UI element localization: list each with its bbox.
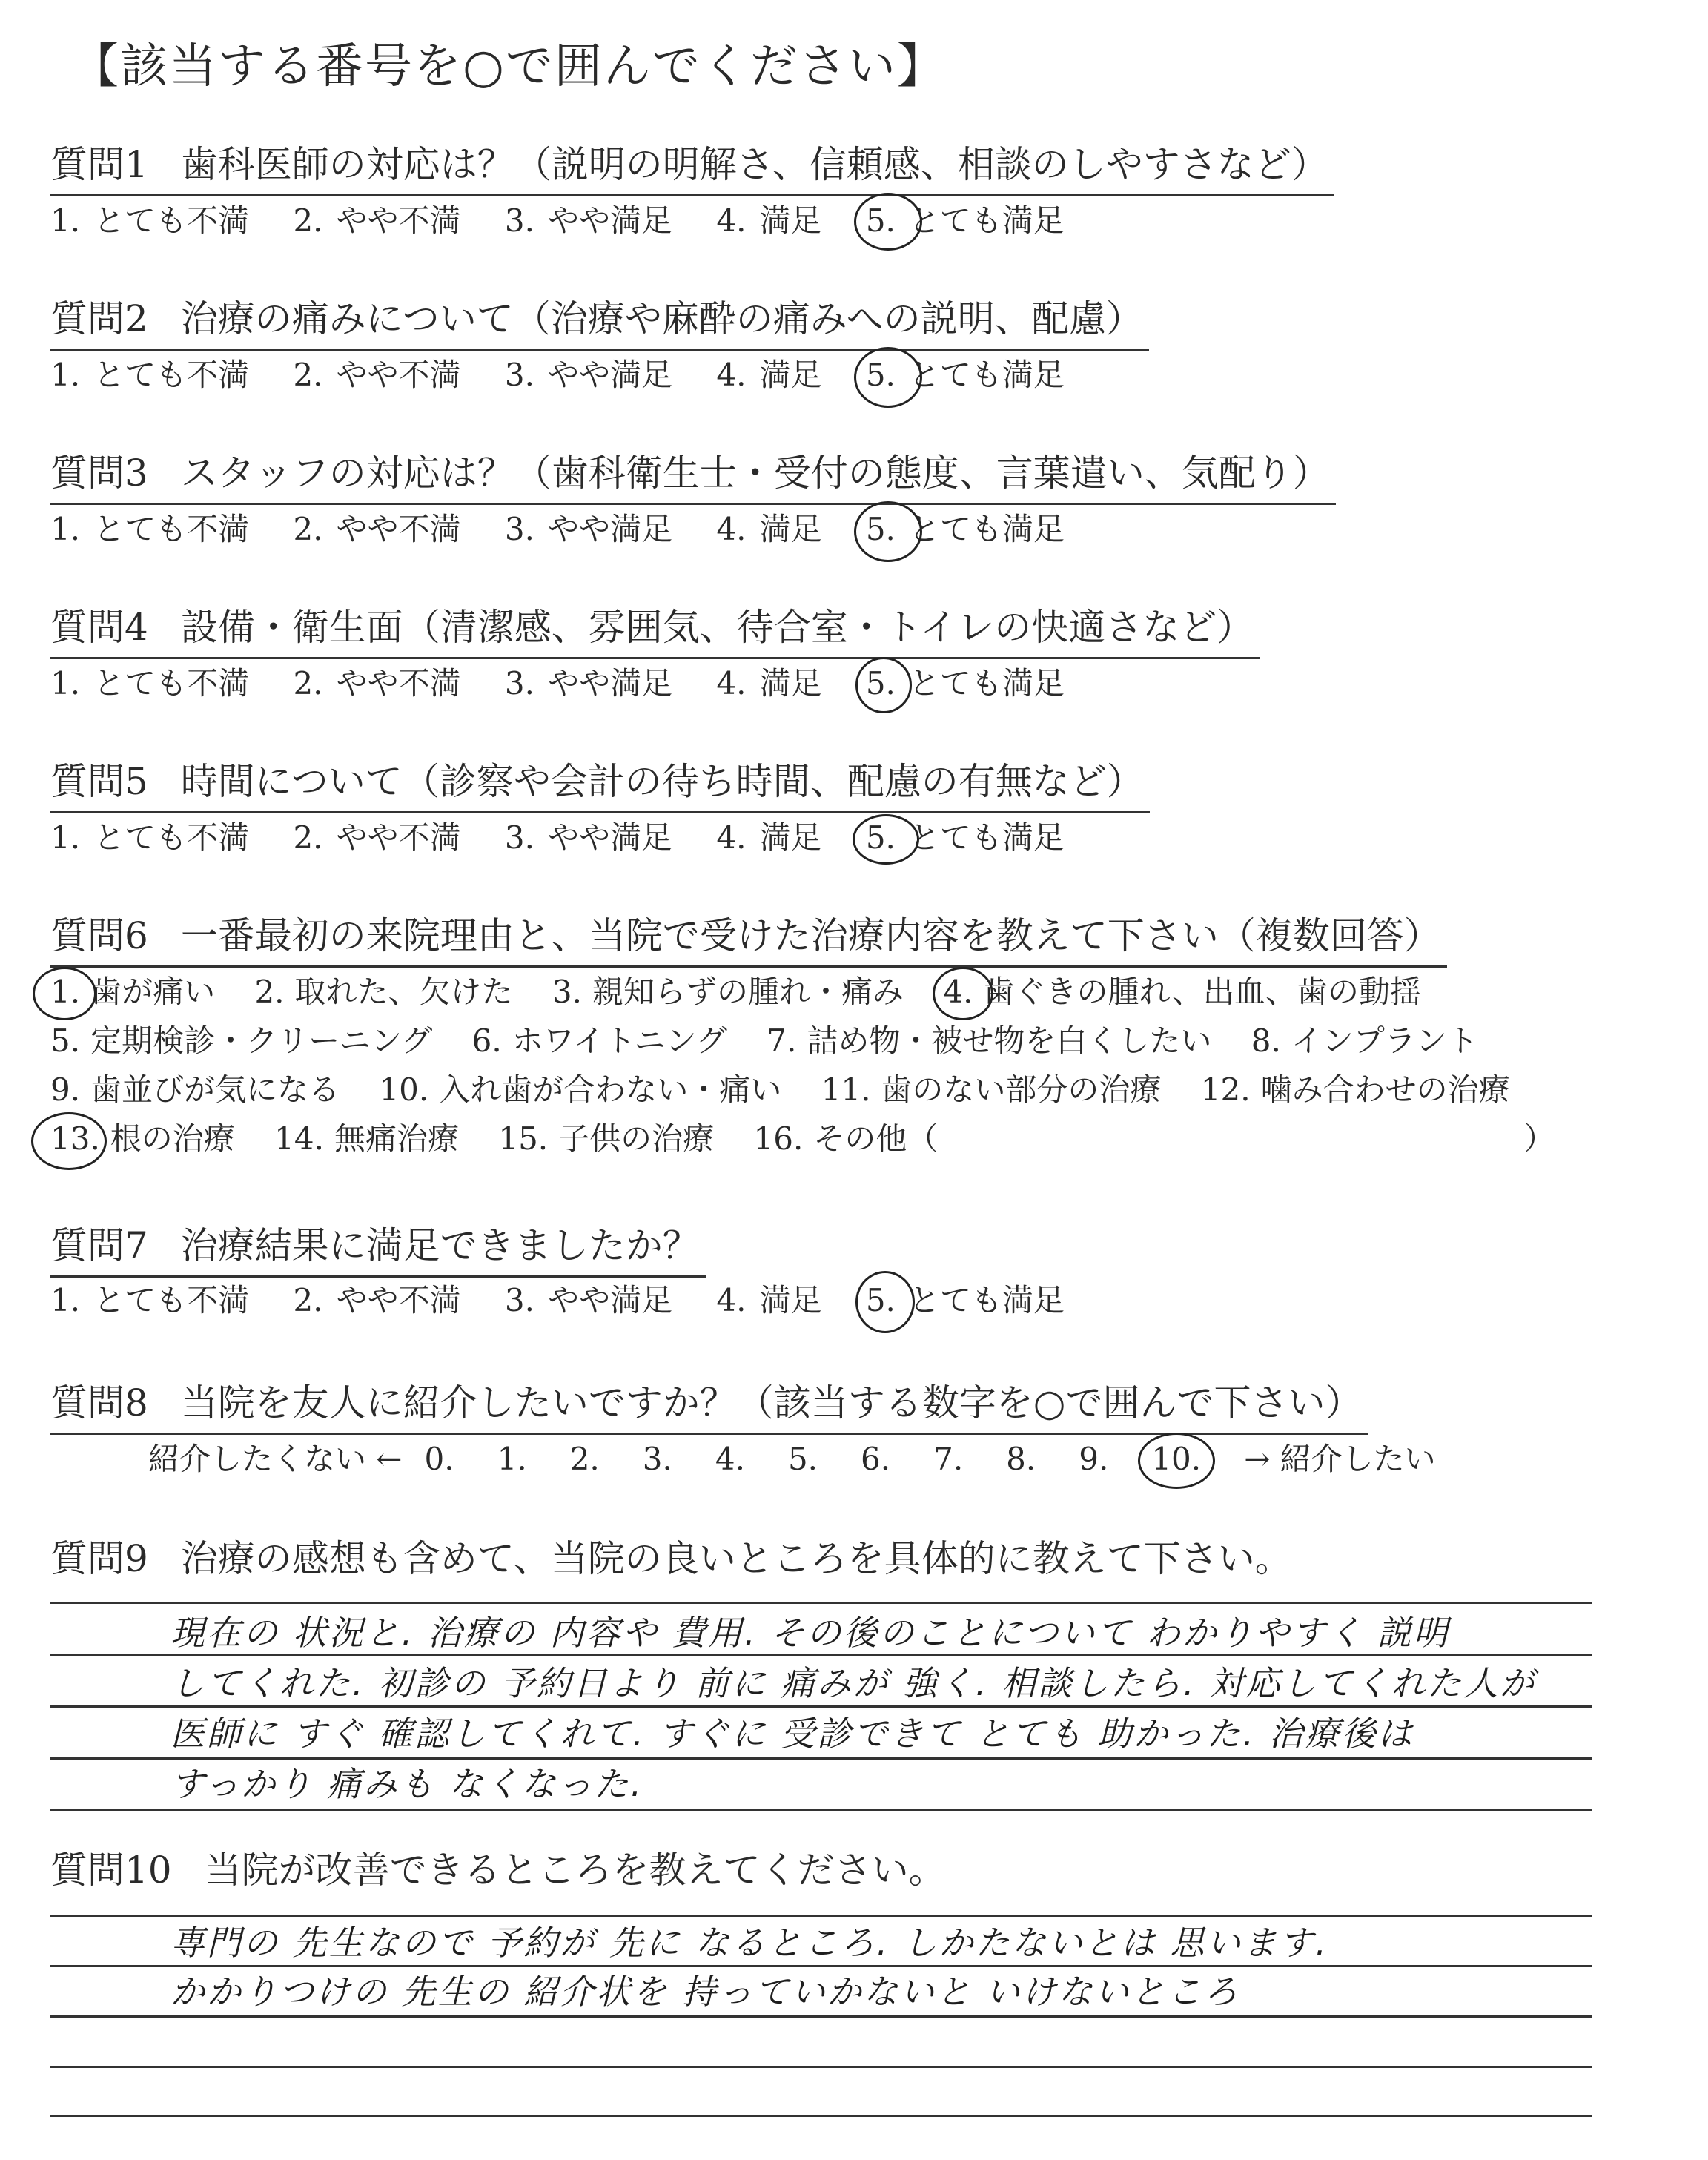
question-2-number: 質問2: [50, 297, 148, 340]
q1-option-3[interactable]: 3. やや満足: [504, 202, 672, 239]
q3-option-5[interactable]: 5. とても満足: [866, 507, 1065, 552]
question-2-heading: [50, 289, 1149, 351]
q1-option-5[interactable]: 5. とても満足: [866, 199, 1065, 243]
question-5-heading: [50, 752, 1150, 813]
q6-item-4[interactable]: 4. 歯ぐきの腫れ、出血、歯の動揺: [943, 970, 1421, 1014]
q9-answer-line-3: 医師に すぐ 確認してくれて. すぐに 受診できて とても 助かった. 治療後は: [171, 1714, 1414, 1754]
q5-option-3[interactable]: 3. やや満足: [504, 819, 672, 856]
q7-option-1[interactable]: 1. とても不満: [50, 1282, 250, 1318]
answer-line: [50, 1757, 1592, 1760]
q2-option-4[interactable]: 4. 満足: [716, 357, 822, 393]
scale-10[interactable]: 10.: [1151, 1437, 1201, 1482]
scale-2[interactable]: 2.: [569, 1441, 600, 1477]
question-5-text: 時間について（診察や会計の待ち時間、配慮の有無など）: [180, 760, 1144, 803]
scale-1[interactable]: 1.: [497, 1441, 527, 1477]
q6-item-1[interactable]: 1. 歯が痛い: [50, 970, 215, 1014]
question-6-text: 一番最初の来院理由と、当院で受けた治療内容を教えて下さい（複数回答）: [180, 914, 1441, 957]
q3-option-4[interactable]: 4. 満足: [716, 511, 822, 547]
answer-line: [50, 1915, 1592, 1917]
q9-answer-line-4: すっかり 痛みも なくなった.: [171, 1764, 644, 1804]
q6-item-9[interactable]: 9. 歯並びが気になる: [50, 1071, 340, 1108]
scale-4[interactable]: 4.: [715, 1441, 745, 1477]
question-1-number: 質問1: [50, 143, 148, 186]
question-6-number: 質問6: [50, 914, 148, 957]
other-close-paren: ）: [1523, 1120, 1555, 1157]
q6-item-5[interactable]: 5. 定期検診・クリーニング: [50, 1023, 433, 1059]
q6-item-14[interactable]: 14. 無痛治療: [274, 1120, 459, 1157]
question-1-heading: [50, 135, 1334, 196]
question-8-text: 当院を友人に紹介したいですか？（該当する数字を○で囲んで下さい）: [180, 1381, 1363, 1424]
scale-8[interactable]: 8.: [1006, 1441, 1036, 1477]
question-8-scale: [148, 1437, 1436, 1482]
scale-left-label: 紹介したくない ←: [148, 1441, 403, 1477]
q3-option-2[interactable]: 2. やや不満: [293, 511, 461, 547]
question-9-number: 質問9: [50, 1537, 148, 1580]
question-7-heading: [50, 1216, 706, 1278]
q2-option-3[interactable]: 3. やや満足: [504, 357, 672, 393]
question-10-number: 質問10: [50, 1849, 172, 1892]
scale-0[interactable]: 0.: [424, 1441, 454, 1477]
q6-item-16[interactable]: 16. その他（ ）: [753, 1120, 1555, 1157]
q6-item-8[interactable]: 8. インプラント: [1251, 1023, 1478, 1059]
q6-item-2[interactable]: 2. 取れた、欠けた: [254, 974, 513, 1010]
question-3-number: 質問3: [50, 452, 148, 495]
answer-line: [50, 2115, 1592, 2117]
question-5-options: [50, 816, 1099, 860]
q7-option-4[interactable]: 4. 満足: [716, 1282, 822, 1318]
q6-item-13[interactable]: 13. 根の治療: [50, 1117, 235, 1161]
scale-5[interactable]: 5.: [787, 1441, 818, 1477]
scale-3[interactable]: 3.: [642, 1441, 672, 1477]
question-4-options: [50, 661, 1099, 706]
q1-option-4[interactable]: 4. 満足: [716, 202, 822, 239]
q4-option-4[interactable]: 4. 満足: [716, 665, 822, 701]
scale-right-label: → 紹介したい: [1244, 1441, 1436, 1477]
question-7-options: [50, 1278, 1099, 1323]
q6-row-3: [50, 1068, 1540, 1112]
q6-item-10[interactable]: 10. 入れ歯が合わない・痛い: [379, 1071, 782, 1108]
q4-option-2[interactable]: 2. やや不満: [293, 665, 461, 701]
q4-option-1[interactable]: 1. とても不満: [50, 665, 250, 701]
q5-option-2[interactable]: 2. やや不満: [293, 819, 461, 856]
question-1-text: 歯科医師の対応は？（説明の明解さ、信頼感、相談のしやすさなど）: [180, 143, 1328, 186]
q6-row-4: [50, 1117, 1584, 1161]
question-4-heading: [50, 598, 1260, 659]
q4-option-5[interactable]: 5. とても満足: [866, 661, 1065, 706]
question-2-options: [50, 353, 1099, 397]
q6-item-3[interactable]: 3. 親知らずの腫れ・痛み: [552, 974, 904, 1010]
answer-line: [50, 1705, 1592, 1708]
page-title: 【該当する番号を○で囲んでください】: [71, 39, 946, 94]
question-10-text: 当院が改善できるところを教えてください。: [204, 1849, 946, 1892]
q3-option-1[interactable]: 1. とても不満: [50, 511, 250, 547]
q6-item-11[interactable]: 11. 歯のない部分の治療: [821, 1071, 1162, 1108]
question-7-text: 治療結果に満足できましたか？: [180, 1224, 700, 1267]
question-3-options: [50, 507, 1099, 552]
q10-answer-line-2: かかりつけの 先生の 紹介状を 持っていかないと いけないところ: [171, 1972, 1240, 2012]
q3-option-3[interactable]: 3. やや満足: [504, 511, 672, 547]
q5-option-1[interactable]: 1. とても不満: [50, 819, 250, 856]
question-4-text: 設備・衛生面（清潔感、雰囲気、待合室・トイレの快適さなど）: [180, 606, 1254, 649]
q6-item-7[interactable]: 7. 詰め物・被せ物を白くしたい: [767, 1023, 1212, 1059]
question-9-text: 治療の感想も含めて、当院の良いところを具体的に教えて下さい。: [180, 1537, 1292, 1580]
q6-row-2: [50, 1019, 1508, 1063]
scale-9[interactable]: 9.: [1079, 1441, 1109, 1477]
q9-answer-line-1: 現在の 状況と. 治療の 内容や 費用. その後のことについて わかりやすく 説明: [171, 1613, 1450, 1653]
q2-option-5[interactable]: 5. とても満足: [866, 353, 1065, 397]
q1-option-2[interactable]: 2. やや不満: [293, 202, 461, 239]
q6-item-6[interactable]: 6. ホワイトニング: [471, 1023, 727, 1059]
question-5-number: 質問5: [50, 760, 148, 803]
question-7-number: 質問7: [50, 1224, 148, 1267]
question-6-heading: [50, 906, 1447, 968]
q5-option-5[interactable]: 5. とても満足: [866, 816, 1065, 860]
question-2-text: 治療の痛みについて（治療や麻酔の痛みへの説明、配慮）: [180, 297, 1143, 340]
q10-answer-line-1: 専門の 先生なので 予約が 先に なるところ. しかたないとは 思います.: [171, 1923, 1328, 1963]
answer-line: [50, 1654, 1592, 1656]
answer-line: [50, 2066, 1592, 2068]
answer-line: [50, 2015, 1592, 2018]
question-10-heading: [50, 1840, 946, 1900]
scale-6[interactable]: 6.: [861, 1441, 891, 1477]
q2-option-1[interactable]: 1. とても不満: [50, 357, 250, 393]
q1-option-1[interactable]: 1. とても不満: [50, 202, 250, 239]
question-9-heading: [50, 1529, 1292, 1588]
answer-line: [50, 1602, 1592, 1604]
q6-item-15[interactable]: 15. 子供の治療: [498, 1120, 715, 1157]
answer-line: [50, 1809, 1592, 1811]
q9-answer-line-2: してくれた. 初診の 予約日より 前に 痛みが 強く. 相談したら. 対応してくれた人が: [171, 1663, 1537, 1703]
q6-item-12[interactable]: 12. 噛み合わせの治療: [1200, 1071, 1510, 1108]
question-4-number: 質問4: [50, 606, 148, 649]
answer-line: [50, 1965, 1592, 1967]
q6-row-1: [50, 970, 1451, 1014]
question-8-heading: [50, 1373, 1368, 1435]
q7-option-2[interactable]: 2. やや不満: [293, 1282, 461, 1318]
q5-option-4[interactable]: 4. 満足: [716, 819, 822, 856]
question-1-options: [50, 199, 1099, 243]
q2-option-2[interactable]: 2. やや不満: [293, 357, 461, 393]
scale-7[interactable]: 7.: [933, 1441, 964, 1477]
question-8-number: 質問8: [50, 1381, 148, 1424]
q7-option-3[interactable]: 3. やや満足: [504, 1282, 672, 1318]
q4-option-3[interactable]: 3. やや満足: [504, 665, 672, 701]
q7-option-5[interactable]: 5. とても満足: [866, 1278, 1065, 1323]
question-3-text: スタッフの対応は？（歯科衛生士・受付の態度、言葉遣い、気配り）: [180, 452, 1330, 495]
question-3-heading: [50, 443, 1336, 505]
